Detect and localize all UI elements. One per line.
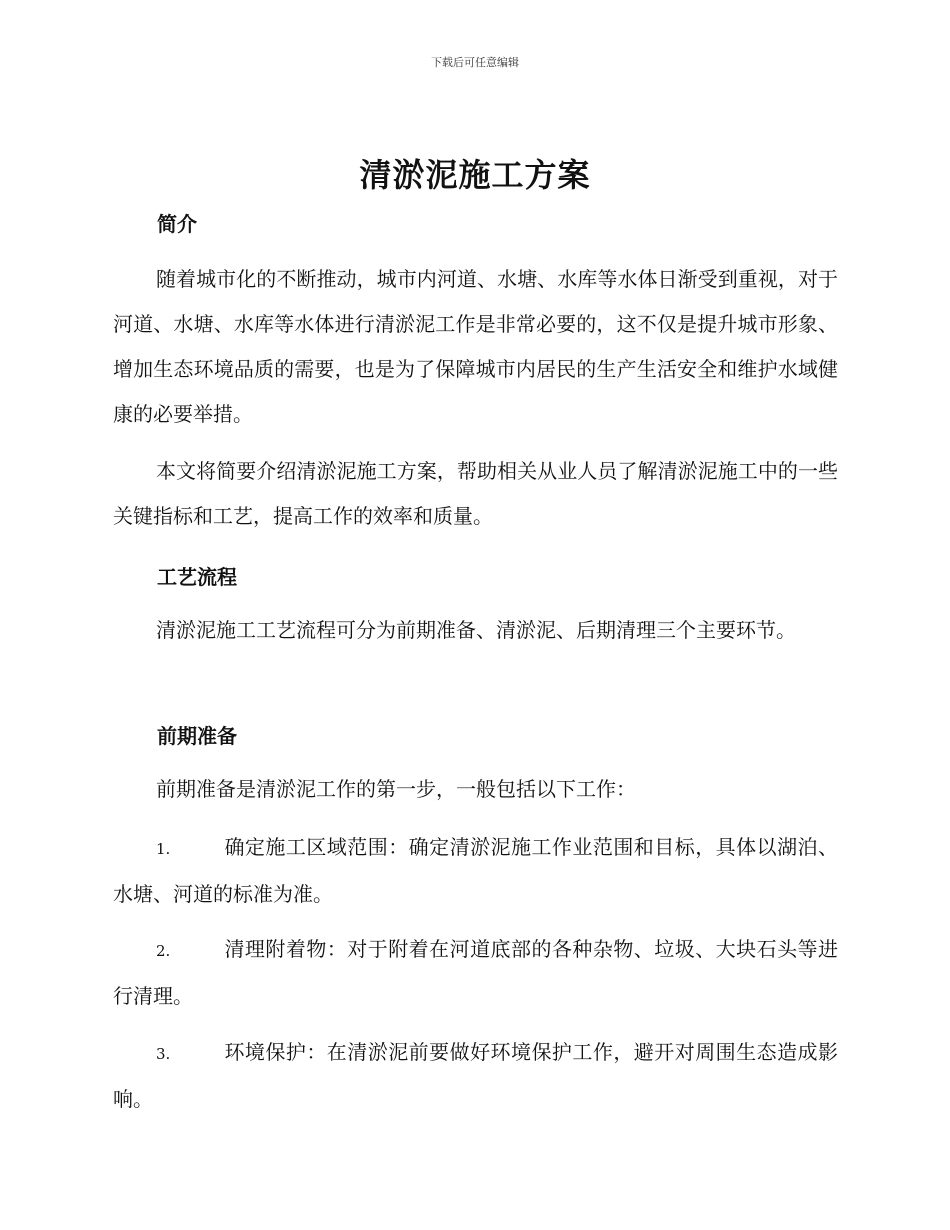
list-item-1 — [113, 825, 838, 917]
document-title: 清淤泥施工方案 — [359, 156, 591, 194]
intro-paragraph-2: 本文将简要介绍清淤泥施工方案，帮助相关从业人员了解清淤泥施工中的一些关键指标和工艺，提高工作的效率和质量。 — [113, 459, 838, 528]
list-item-text: 确定施工区域范围：确定清淤泥施工作业范围和目标，具体以湖泊、水塘、河道的标准为准。 — [113, 835, 838, 906]
list-item-3 — [113, 1030, 838, 1122]
process-paragraph-1: 清淤泥施工工艺流程可分为前期准备、清淤泥、后期清理三个主要环节。 — [156, 618, 796, 642]
list-item-text: 清理附着物：对于附着在河道底部的各种杂物、垃圾、大块石头等进行清理。 — [113, 937, 838, 1008]
list-item-number: 2. — [156, 942, 171, 960]
section-heading-process: 工艺流程 — [157, 565, 237, 589]
list-item-number: 3. — [156, 1045, 171, 1063]
intro-paragraph-1: 随着城市化的不断推动，城市内河道、水塘、水库等水体日渐受到重视，对于河道、水塘、水库等水体进行清淤泥工作是非常必要的，这不仅是提升城市形象、增加生态环境品质的需要，也是为了保障城市内居民的生产生活安全和维护水域健康的必要举措。 — [113, 267, 838, 426]
section-heading-prep: 前期准备 — [157, 724, 237, 748]
page-header: 下载后可任意编辑 — [431, 56, 519, 69]
prep-paragraph-1: 前期准备是清淤泥工作的第一步，一般包括以下工作： — [156, 777, 636, 801]
section-heading-intro: 简介 — [157, 212, 197, 236]
list-item-number: 1. — [156, 840, 171, 858]
list-item-2 — [113, 927, 838, 1019]
list-item-text: 环境保护：在清淤泥前要做好环境保护工作，避开对周围生态造成影响。 — [113, 1040, 838, 1111]
